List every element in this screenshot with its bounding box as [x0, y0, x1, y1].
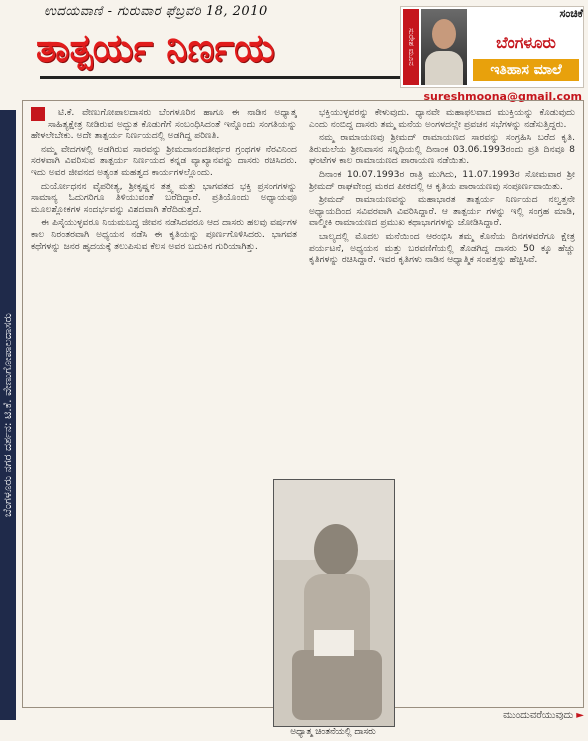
article-paragraph: ದಿನಾಂಕ 10.07.1993ರ ರಾತ್ರಿ ಮುಗಿದು, 11.07.1993ರ ಸೋಮವಾರ ಶ್ರೀ ಶ್ರೀಮದ್ ರಾಘವೇಂದ್ರ ಮಠದ ಪೀಠದಲ್ಲಿ ಆ ಕೃತಿಯ ಪಾರಾಯಣವು ಸಂಪೂರ್ಣವಾಯಿತು.	[309, 168, 575, 192]
side-strip: ಬೆಂಗಳೂರು ನಗರ ದರ್ಶನ: ಟಿ.ಕೆ. ವೇಣುಗೋಪಾಲದಾಸರು	[0, 110, 16, 720]
masthead	[400, 6, 584, 88]
drop-cap-marker	[31, 107, 45, 121]
article-paragraph: ನಮ್ಮ ರಾಮಾಯಣವು ಶ್ರೀಮದ್ ರಾಮಾಯಣದ ಸಾರವನ್ನು ಸಂಗ್ರಹಿಸಿ ಬರೆದ ಕೃತಿ. ತಿರುಮಲೆಯ ಶ್ರೀನಿವಾಸನ ಸನ್ನಿಧಿಯಲ್ಲಿ ದಿನಾಂಕ 03.06.1993ರಂದು ಪ್ರತಿ ದಿನವೂ 8 ಘಂಟೆಗಳ ಕಾಲ ರಾಮಾಯಣದ ಪಾರಾಯಣ ನಡೆಯಿತು.	[309, 132, 575, 167]
article-paragraph: ಟಿ.ಕೆ. ವೇಣುಗೋಪಾಲದಾಸರು ಬೆಂಗಳೂರಿನ ಹಾಗೂ ಈ ನಾಡಿನ ಅಧ್ಯಾತ್ಮ ಸಾಹಿತ್ಯಕ್ಷೇತ್ರ ನೀಡಿರುವ ಅದ್ಭುತ ಕೊಡುಗೆಗೆ ಸಂಬಂಧಿಸಿದಂತೆ ಇನ್ನೊಂದು ಸಂಗತಿಯನ್ನು ಹೇಳಲೇಬೇಕು. ಅದೇ ತಾತ್ಪರ್ಯ ನಿರ್ಣಯದಲ್ಲಿ ಅಡಗಿದ್ದ ಪರಿಣತಿ.	[31, 107, 297, 142]
article-paragraph: ಬಾಲ್ಯದಲ್ಲಿ ಮೊದಲ ಮನೆಯಿಂದ ಆರಂಭಿಸಿ ತಮ್ಮ ಕೊನೆಯ ದಿನಗಳವರೆಗೂ ಕ್ಷೇತ್ರ ಪರ್ಯಟನೆ, ಅಧ್ಯಯನ ಮತ್ತು ಬರವಣಿಗೆಯಲ್ಲಿ ತೊಡಗಿದ್ದ ದಾಸರು 50 ಕ್ಕೂ ಹೆಚ್ಚು ಕೃತಿಗಳನ್ನು ರಚಿಸಿದ್ದಾರೆ. ಇವರ ಕೃತಿಗಳು ನಾಡಿನ ಆಧ್ಯಾತ್ಮಿಕ ಸಂಪತ್ತನ್ನು ಹೆಚ್ಚಿಸಿವೆ.	[309, 230, 575, 266]
article-column-1	[31, 107, 297, 697]
masthead-series-name: ಇತಿಹಾಸ ಮಾಲೆ	[473, 59, 579, 81]
article-paragraph: ನಮ್ಮ ವೇದಗಳಲ್ಲಿ ಅಡಗಿರುವ ಸಾರವನ್ನು ಶ್ರೀಮದಾನಂದತೀರ್ಥರ ಗ್ರಂಥಗಳ ನೆರವಿನಿಂದ ಸರಳವಾಗಿ ವಿವರಿಸುವ ತಾತ್ಪರ್ಯ ನಿರ್ಣಯದ ಕನ್ನಡ ವ್ಯಾಖ್ಯಾನವನ್ನು ದಾಸರು ರಚಿಸಿದರು. ಇದು ಅವರ ಜೀವನದ ಅತ್ಯಂತ ಮಹತ್ವದ ಕಾರ್ಯಗಳಲ್ಲೊಂದು.	[31, 143, 297, 178]
masthead-city: ಬೆಂಗಳೂರು	[496, 33, 556, 52]
masthead-vertical-bar: ಸುರೇಶ ಮೂನ	[403, 9, 419, 85]
author-email[interactable]: sureshmoona@gmail.com	[423, 90, 582, 103]
headline: ತಾತ್ಪರ್ಯ ನಿರ್ಣಯ	[36, 26, 275, 70]
continued-label: ಮುಂದುವರೆಯುವುದು	[503, 710, 574, 721]
portrait-body	[425, 51, 463, 85]
masthead-series-label: ಸಂಚಿಕೆ	[559, 7, 583, 20]
photo-caption: ಅಧ್ಯಾತ್ಮ ಚಿಂತನೆಯಲ್ಲಿ ದಾಸರು	[290, 727, 376, 737]
photo-illustration	[274, 480, 394, 726]
article-paragraph: ಈ ಪಿಸೈಯುಳ್ಳವರೂ ನಿಯಮಬದ್ಧ ಜೀವನ ನಡೆಸಿದವರೂ ಆದ ದಾಸರು ಹಲವು ವರ್ಷಗಳ ಕಾಲ ನಿರಂತರವಾಗಿ ಅಧ್ಯಯನ ನಡೆಸಿ ಈ ಕೃತಿಯನ್ನು ಪೂರ್ಣಗೊಳಿಸಿದರು. ಭಾಗವತ ಕಥೆಗಳನ್ನು ಜನರ ಹೃದಯಕ್ಕೆ ತಲುಪಿಸುವ ಕೆಲಸ ಅವರ ಬದುಕಿನ ಗುರಿಯಾಗಿತ್ತು.	[31, 217, 297, 252]
continued-note	[476, 710, 584, 724]
article-paragraph: ಭಕ್ತಿಯುಳ್ಳವರನ್ನು ಕೇಳುವುದು. ಧ್ಯಾನವೇ ಮಹಾಫಲವಾದ ಮುಕ್ತಿಯನ್ನು ಕೊಡುವುದು ಎಂದು ನಂಬಿದ್ದ ದಾಸರು ತಮ್ಮ ಮನೆಯ ಅಂಗಳದಲ್ಲೇ ಪ್ರವಚನ ಸಭೆಗಳನ್ನು ನಡೆಸುತ್ತಿದ್ದರು.	[309, 107, 575, 130]
article-paragraph: ಶ್ರೀಮದ್ ರಾಮಾಯಣವನ್ನು ಮಹಾಭಾರತ ತಾತ್ಪರ್ಯ ನಿರ್ಣಯದ ನಲ್ವತ್ತನೇ ಅಧ್ಯಾಯದಿಂದ ಸವಿವರವಾಗಿ ವಿವರಿಸಿದ್ದಾರೆ. ಆ ತಾತ್ಪರ್ಯ ಗಳನ್ನು ಇಲ್ಲಿ ಸಂಗ್ರಹ ಮಾಡಿ, ವಾಲ್ಮೀಕಿ ರಾಮಾಯಣದ ಪ್ರಮುಖ ಕಥಾಭಾಗಗಳನ್ನು ಜೋಡಿಸಿದ್ದಾರೆ.	[309, 194, 575, 229]
dateline: ಉದಯವಾಣಿ - ಗುರುವಾರ ಫೆಬ್ರವರಿ 18, 2010	[44, 4, 268, 19]
article-paragraph: ದುರ್ಯೋಧನನ ವೈಪರೀತ್ಯ, ಶ್ರೀಕೃಷ್ಣನ ತತ್ತ್ವ ಮತ್ತು ಭಾಗವತದ ಭಕ್ತಿ ಪ್ರಸಂಗಗಳನ್ನು ಸಾಮಾನ್ಯ ಓದುಗರಿಗೂ ತಿಳಿಯುವಂತೆ ಬರೆದಿದ್ದಾರೆ. ಪ್ರತಿಯೊಂದು ಅಧ್ಯಾಯವೂ ಮೂಲಶ್ಲೋಕಗಳ ಸಂದರ್ಭವನ್ನು ವಿಶದವಾಗಿ ತೆರೆದಿಡುತ್ತದೆ.	[31, 180, 297, 215]
headline-rule	[40, 76, 432, 79]
portrait-head	[432, 19, 456, 49]
article-photo	[273, 479, 395, 727]
author-portrait	[421, 9, 467, 85]
arrow-right-icon: ►	[576, 710, 584, 721]
